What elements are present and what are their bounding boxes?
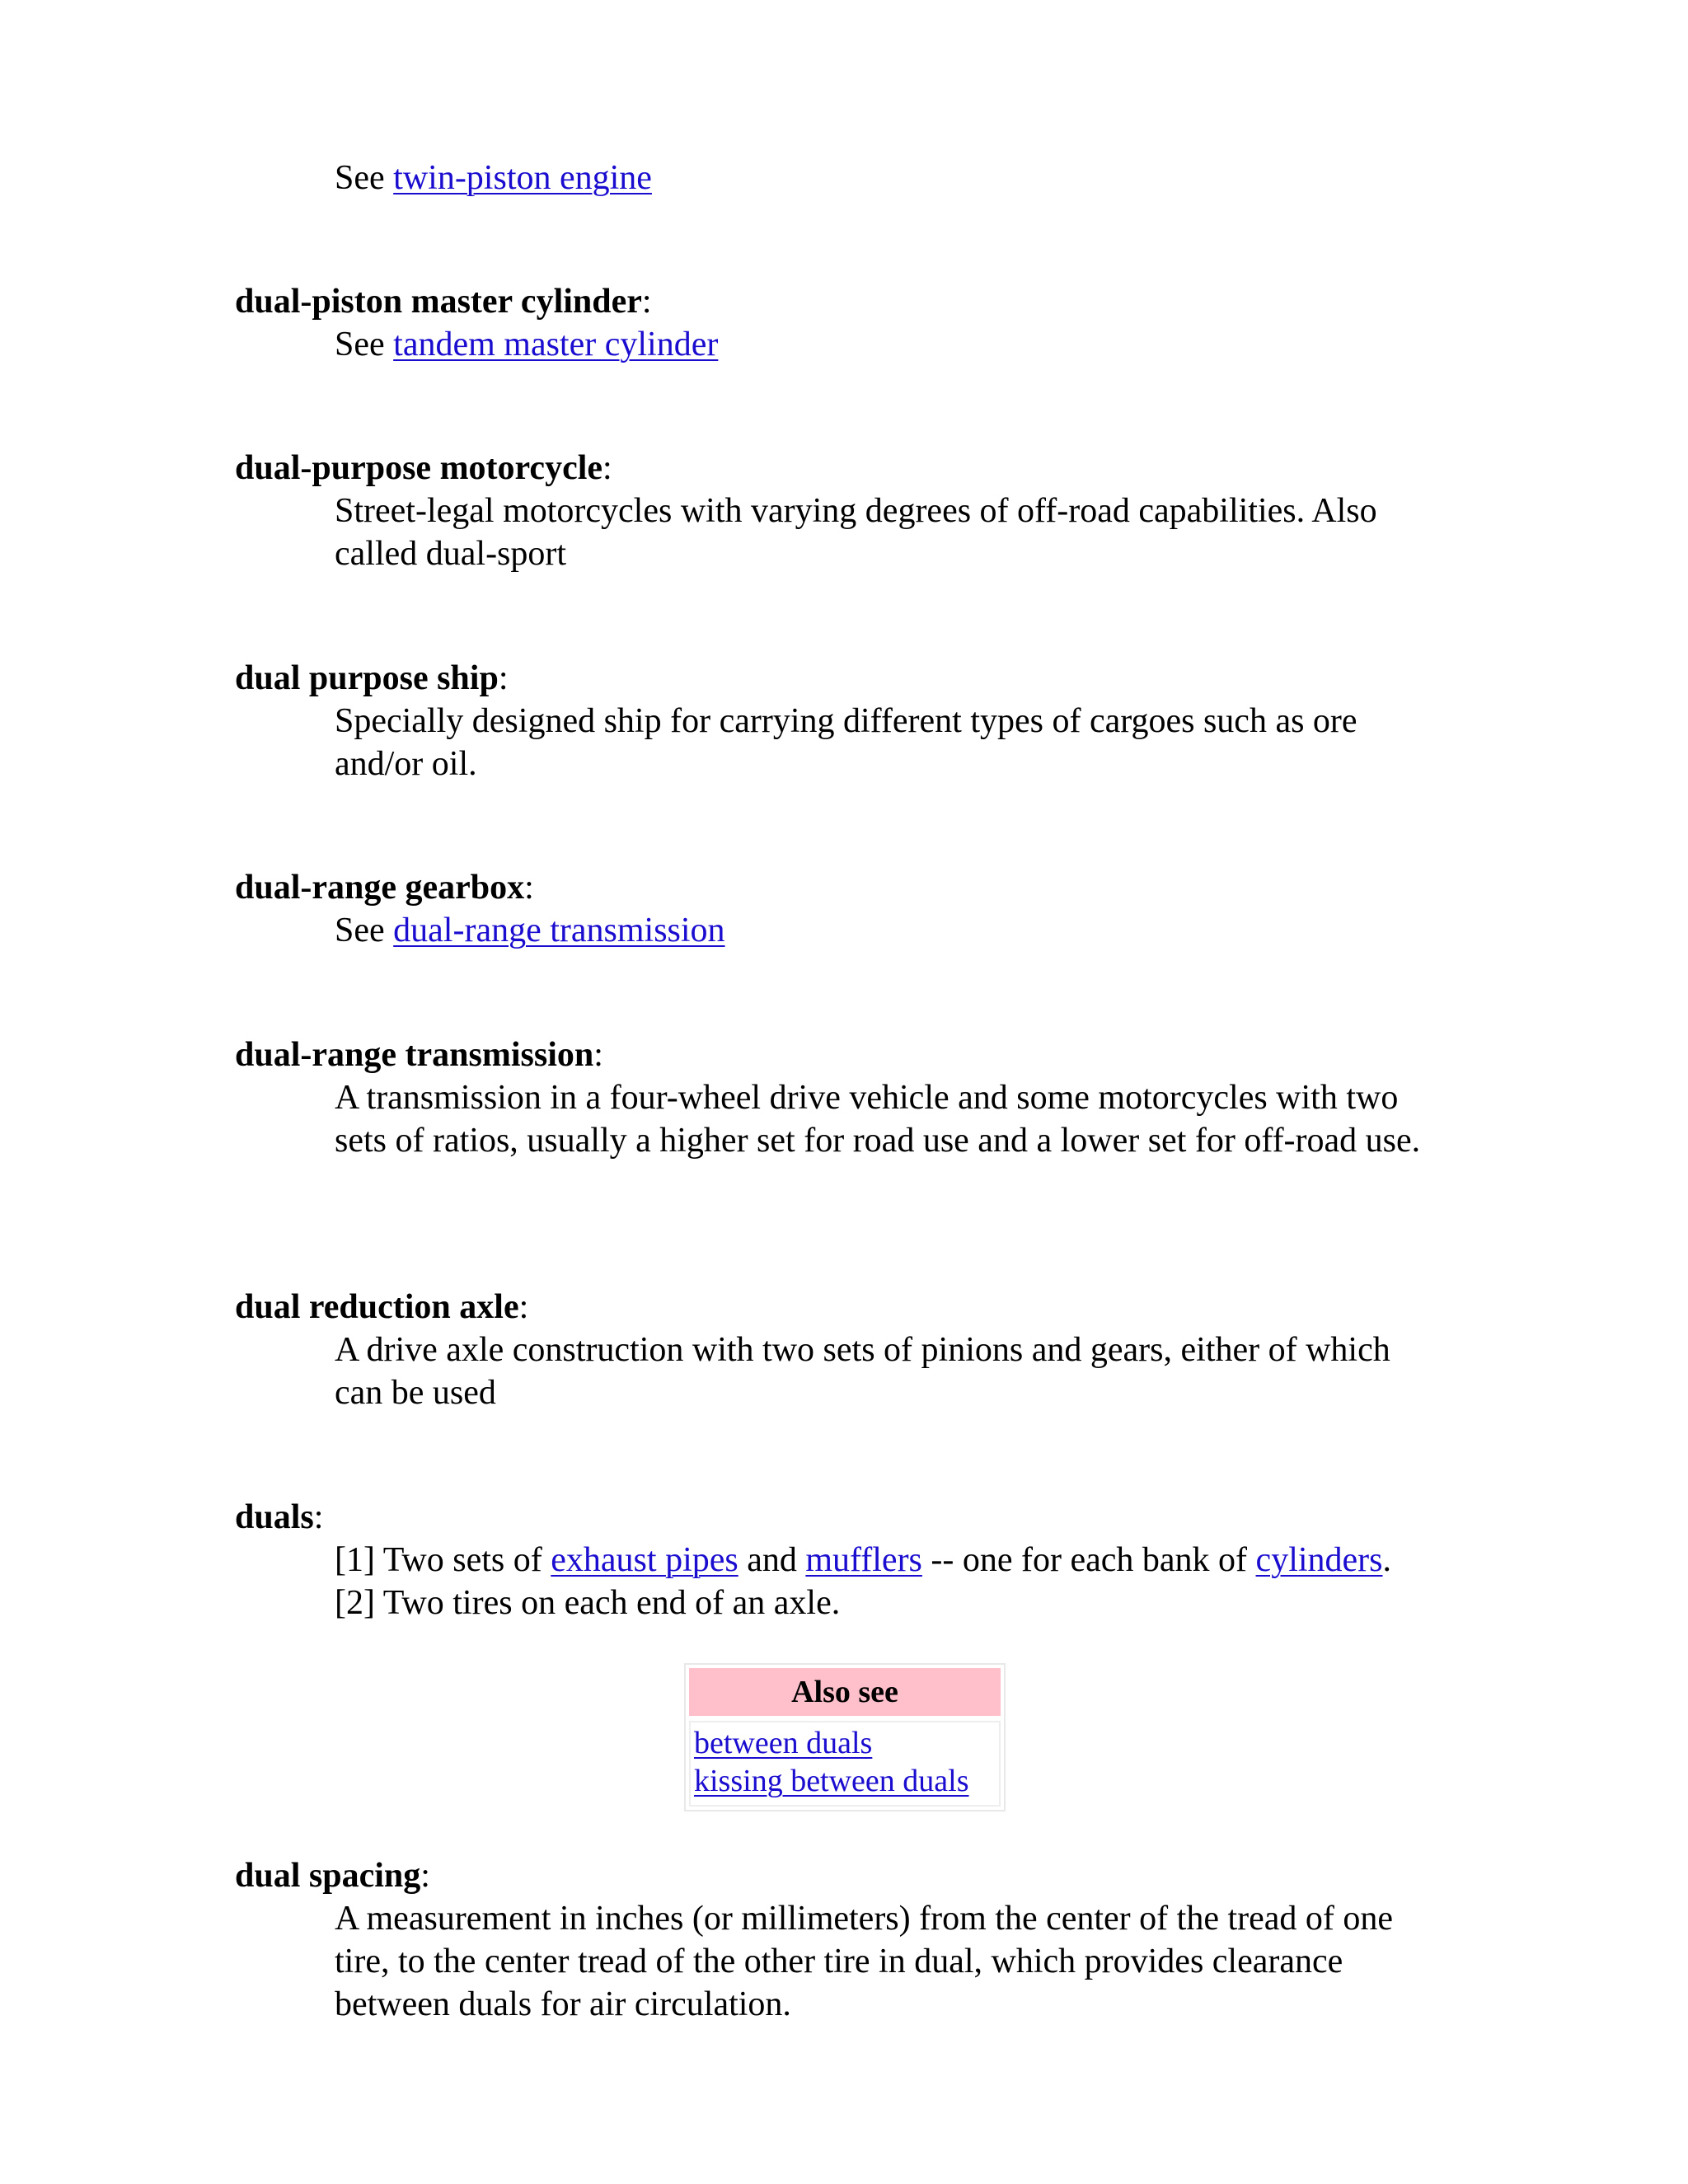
entry-dual-purpose-motorcycle bbox=[235, 447, 1455, 575]
def-text: [1] Two sets of bbox=[335, 1541, 551, 1579]
also-see-title: Also see bbox=[689, 1668, 1001, 1716]
term-text: dual spacing bbox=[235, 1857, 421, 1895]
term-text: dual-range gearbox bbox=[235, 869, 525, 907]
link-between-duals[interactable]: between duals bbox=[694, 1726, 873, 1760]
entry-definition: A measurement in inches (or millimeters) from the center of the tread of one tire, to the center tread of the other tire in dual, which provides clearance between duals for air circulation. bbox=[335, 1900, 1394, 2023]
entry-definition bbox=[335, 157, 1439, 199]
entry-term bbox=[235, 1286, 1455, 1329]
entry-dual-range-gearbox bbox=[235, 866, 1455, 952]
also-see-links bbox=[689, 1721, 1001, 1807]
term-colon: : bbox=[524, 869, 534, 907]
entry-term bbox=[235, 447, 1455, 490]
term-colon: : bbox=[593, 1036, 603, 1074]
entry-continuation bbox=[235, 157, 1455, 199]
entry-term bbox=[235, 657, 1455, 700]
entry-dual-purpose-ship bbox=[235, 657, 1455, 785]
link-exhaust-pipes[interactable]: exhaust pipes bbox=[551, 1541, 738, 1579]
see-prefix: See bbox=[335, 912, 394, 949]
entry-definition-2: [2] Two tires on each end of an axle. bbox=[335, 1584, 841, 1622]
link-dual-range-transmission[interactable]: dual-range transmission bbox=[393, 912, 725, 949]
entry-definition bbox=[335, 909, 1439, 952]
entry-dual-piston-master-cylinder bbox=[235, 280, 1455, 366]
term-text: dual purpose ship bbox=[235, 659, 499, 697]
entry-definition: A transmission in a four-wheel drive vehicle and some motorcycles with two sets of ratios, usually a higher set for road use and a lower set for off-road use. bbox=[335, 1079, 1421, 1160]
also-see-box bbox=[684, 1663, 1006, 1811]
entry-term bbox=[235, 866, 1455, 909]
see-prefix: See bbox=[335, 326, 394, 363]
entry-term bbox=[235, 1854, 1455, 1897]
entry-dual-spacing bbox=[235, 1854, 1455, 2026]
entry-term bbox=[235, 1496, 1455, 1539]
term-colon: : bbox=[313, 1498, 324, 1536]
entry-definition: A drive axle construction with two sets of pinions and gears, either of which can be used bbox=[335, 1331, 1390, 1412]
link-tandem-master-cylinder[interactable]: tandem master cylinder bbox=[393, 326, 719, 363]
def-text: and bbox=[738, 1541, 806, 1579]
term-text: dual-range transmission bbox=[235, 1036, 594, 1074]
entry-dual-range-transmission bbox=[235, 1033, 1455, 1162]
entry-dual-reduction-axle bbox=[235, 1286, 1455, 1414]
entry-duals bbox=[235, 1496, 1455, 1624]
term-text: dual-piston master cylinder bbox=[235, 283, 642, 321]
entry-definition: Specially designed ship for carrying different types of cargoes such as ore and/or oil. bbox=[335, 702, 1357, 783]
term-text: dual-purpose motorcycle bbox=[235, 449, 603, 487]
term-text: dual reduction axle bbox=[235, 1288, 519, 1326]
term-colon: : bbox=[420, 1857, 430, 1895]
link-mufflers[interactable]: mufflers bbox=[805, 1541, 922, 1579]
term-colon: : bbox=[603, 449, 612, 487]
term-colon: : bbox=[518, 1288, 529, 1326]
entry-definition: Street-legal motorcycles with varying degrees of off-road capabilities. Also called dual-sport bbox=[335, 492, 1377, 573]
def-text: . bbox=[1382, 1541, 1391, 1579]
entry-term bbox=[235, 280, 1455, 323]
link-kissing-between-duals[interactable]: kissing between duals bbox=[694, 1764, 969, 1798]
entry-definition-1 bbox=[335, 1539, 1439, 1582]
entry-definition bbox=[335, 323, 1439, 366]
see-prefix: See bbox=[335, 159, 394, 197]
def-text: -- one for each bank of bbox=[921, 1541, 1256, 1579]
term-colon: : bbox=[498, 659, 509, 697]
term-colon: : bbox=[641, 283, 652, 321]
link-cylinders[interactable]: cylinders bbox=[1255, 1541, 1383, 1579]
entry-term bbox=[235, 1033, 1455, 1076]
link-twin-piston-engine[interactable]: twin-piston engine bbox=[393, 159, 652, 197]
term-text: duals bbox=[235, 1498, 314, 1536]
